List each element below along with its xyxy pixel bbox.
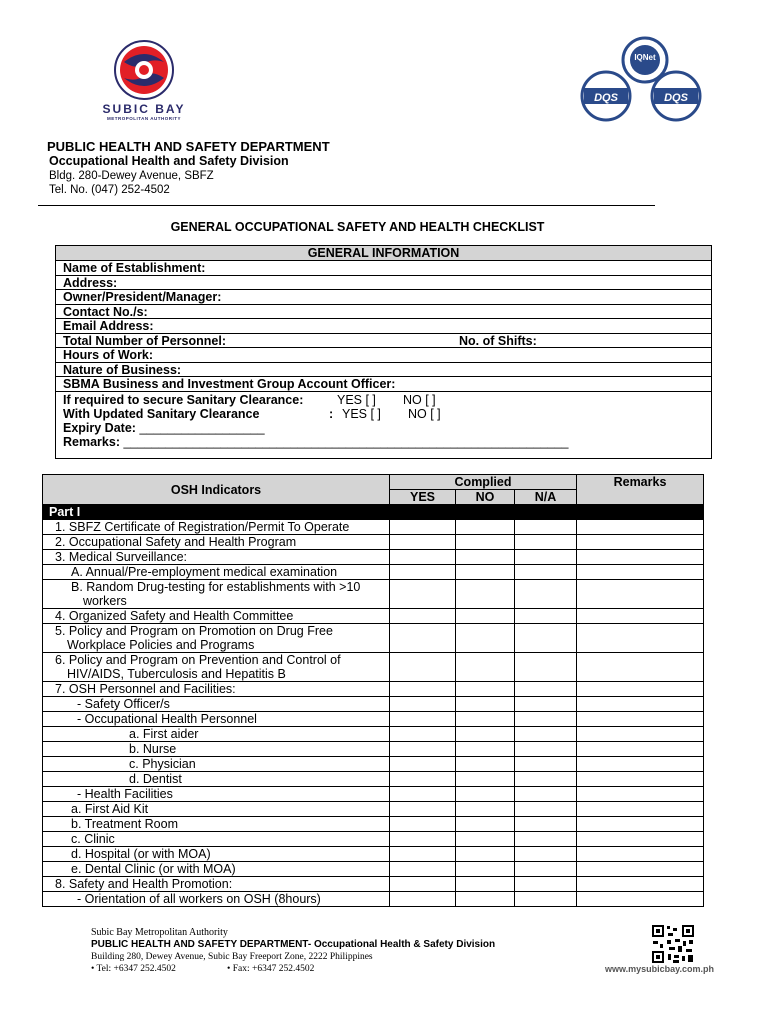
no-cell[interactable] — [456, 535, 515, 550]
indicator-cell — [43, 653, 390, 682]
remarks-cell[interactable] — [577, 682, 704, 697]
na-cell[interactable] — [515, 757, 577, 772]
letterhead — [47, 139, 447, 197]
expiry-label: Expiry Date: — [63, 420, 136, 435]
no-cell[interactable] — [456, 772, 515, 787]
indicator-cell — [43, 862, 390, 877]
division-name: Occupational Health and Safety Division — [49, 154, 289, 168]
footer-fax: • Fax: +6347 252.4502 — [227, 964, 315, 974]
header-osh-indicators: OSH Indicators — [43, 475, 390, 505]
indicator-cell — [43, 772, 390, 787]
indicator-cell — [43, 742, 390, 757]
field-email[interactable]: Email Address: — [56, 319, 711, 334]
na-cell[interactable] — [515, 520, 577, 535]
na-cell[interactable] — [515, 565, 577, 580]
na-cell[interactable] — [515, 787, 577, 802]
indicator-text: c. Physician — [129, 757, 196, 771]
sanitary-updated-yes[interactable]: YES [ ] — [342, 406, 381, 421]
general-information-box — [55, 245, 712, 459]
sanitary-updated-no[interactable]: NO [ ] — [408, 406, 441, 421]
indicator-text: - Orientation of all workers on OSH (8hours) — [77, 892, 321, 906]
no-cell[interactable] — [456, 817, 515, 832]
sanitary-block — [56, 392, 711, 449]
yes-cell[interactable] — [390, 757, 456, 772]
yes-cell[interactable] — [390, 682, 456, 697]
field-address[interactable]: Address: — [56, 276, 711, 291]
no-cell[interactable] — [456, 847, 515, 862]
remarks-cell[interactable] — [577, 847, 704, 862]
indicator-text: 6. Policy and Program on Prevention and Control of HIV/AIDS, Tuberculosis and Hepatitis B — [55, 653, 341, 681]
table-row — [43, 742, 704, 757]
sanitary-updated-colon: : — [329, 406, 334, 421]
table-row — [43, 697, 704, 712]
sanitary-required-no[interactable]: NO [ ] — [403, 392, 436, 407]
table-row — [43, 727, 704, 742]
indicator-cell — [43, 757, 390, 772]
indicator-text: e. Dental Clinic (or with MOA) — [71, 862, 236, 876]
yes-cell[interactable] — [390, 712, 456, 727]
indicator-cell — [43, 727, 390, 742]
yes-cell[interactable] — [390, 565, 456, 580]
remarks-cell[interactable] — [577, 580, 704, 609]
table-row — [43, 832, 704, 847]
no-cell[interactable] — [456, 742, 515, 757]
yes-cell[interactable] — [390, 580, 456, 609]
na-cell[interactable] — [515, 609, 577, 624]
osh-checklist-body — [43, 505, 704, 907]
no-cell[interactable] — [456, 682, 515, 697]
table-row — [43, 877, 704, 892]
page-footer — [91, 927, 611, 975]
na-cell[interactable] — [515, 712, 577, 727]
remarks-cell[interactable] — [577, 862, 704, 877]
na-cell[interactable] — [515, 535, 577, 550]
remarks-cell[interactable] — [577, 653, 704, 682]
certification-badges — [576, 36, 714, 122]
table-row — [43, 892, 704, 907]
dqs-badge-right: DQS — [664, 92, 688, 104]
indicator-text: d. Dentist — [129, 772, 182, 786]
footer-department: PUBLIC HEALTH AND SAFETY DEPARTMENT- Occupational Health & Safety Division — [91, 939, 496, 950]
remarks-cell[interactable] — [577, 832, 704, 847]
indicator-cell — [43, 550, 390, 565]
field-contact[interactable]: Contact No./s: — [56, 305, 711, 320]
remarks-cell[interactable] — [577, 609, 704, 624]
indicator-cell — [43, 817, 390, 832]
remarks-cell[interactable] — [577, 624, 704, 653]
yes-cell[interactable] — [390, 624, 456, 653]
na-cell[interactable] — [515, 682, 577, 697]
remarks-cell[interactable] — [577, 565, 704, 580]
header-divider — [38, 205, 655, 206]
table-row — [43, 862, 704, 877]
indicator-cell — [43, 802, 390, 817]
indicator-text: a. First aider — [129, 727, 199, 741]
no-cell[interactable] — [456, 624, 515, 653]
table-row — [43, 565, 704, 580]
table-row — [43, 847, 704, 862]
logo-name: SUBIC BAY — [102, 102, 186, 116]
no-cell[interactable] — [456, 727, 515, 742]
logo-subtitle: METROPOLITAN AUTHORITY — [107, 116, 181, 121]
indicator-text: 3. Medical Surveillance: — [55, 550, 188, 564]
remarks-cell[interactable] — [577, 802, 704, 817]
yes-cell[interactable] — [390, 832, 456, 847]
indicator-text: 4. Organized Safety and Health Committee — [55, 609, 294, 623]
dqs-badge-left: DQS — [594, 92, 618, 104]
sanitary-required-line — [63, 393, 711, 407]
no-cell[interactable] — [456, 892, 515, 907]
remarks-cell[interactable] — [577, 742, 704, 757]
yes-cell[interactable] — [390, 609, 456, 624]
yes-cell[interactable] — [390, 742, 456, 757]
table-row — [43, 653, 704, 682]
indicator-text: B. Random Drug-testing for establishments with >10 workers — [71, 580, 361, 608]
no-cell[interactable] — [456, 757, 515, 772]
expiry-blank: __________________ — [139, 420, 265, 435]
table-row — [43, 712, 704, 727]
indicator-cell — [43, 787, 390, 802]
indicator-cell — [43, 712, 390, 727]
indicator-text: A. Annual/Pre-employment medical examination — [71, 565, 338, 579]
indicator-cell — [43, 892, 390, 907]
remarks-cell[interactable] — [577, 712, 704, 727]
na-cell[interactable] — [515, 877, 577, 892]
yes-cell[interactable] — [390, 862, 456, 877]
remarks-cell[interactable] — [577, 520, 704, 535]
no-cell[interactable] — [456, 787, 515, 802]
na-cell[interactable] — [515, 550, 577, 565]
sbma-logo — [94, 38, 194, 124]
no-cell[interactable] — [456, 862, 515, 877]
na-cell[interactable] — [515, 727, 577, 742]
no-cell[interactable] — [456, 653, 515, 682]
indicator-cell — [43, 877, 390, 892]
yes-cell[interactable] — [390, 727, 456, 742]
na-cell[interactable] — [515, 580, 577, 609]
field-nature[interactable]: Nature of Business: — [56, 363, 711, 378]
indicator-text: b. Treatment Room — [71, 817, 178, 831]
na-cell[interactable] — [515, 847, 577, 862]
indicator-text: - Occupational Health Personnel — [77, 712, 257, 726]
na-cell[interactable] — [515, 697, 577, 712]
no-cell[interactable] — [456, 580, 515, 609]
indicator-cell — [43, 832, 390, 847]
table-row — [43, 802, 704, 817]
na-cell[interactable] — [515, 892, 577, 907]
na-cell[interactable] — [515, 653, 577, 682]
osh-checklist-table — [42, 474, 704, 907]
indicator-cell — [43, 565, 390, 580]
no-cell[interactable] — [456, 877, 515, 892]
table-row — [43, 772, 704, 787]
no-cell[interactable] — [456, 832, 515, 847]
header-remarks: Remarks — [577, 475, 704, 505]
remarks-cell[interactable] — [577, 787, 704, 802]
indicator-cell — [43, 682, 390, 697]
field-account-officer[interactable]: SBMA Business and Investment Group Account Officer: — [56, 377, 711, 392]
indicator-text: d. Hospital (or with MOA) — [71, 847, 211, 861]
table-row — [43, 535, 704, 550]
no-cell[interactable] — [456, 609, 515, 624]
table-row — [43, 682, 704, 697]
remarks-line[interactable] — [63, 435, 711, 449]
yes-cell[interactable] — [390, 520, 456, 535]
table-row — [43, 550, 704, 565]
iqnet-badge: IQNet — [634, 53, 656, 62]
department-tel: Tel. No. (047) 252-4502 — [49, 184, 170, 196]
remarks-blank: ________________________________________________________________ — [123, 434, 569, 449]
table-row — [43, 787, 704, 802]
iso-certification-icon — [576, 36, 714, 122]
expiry-line[interactable] — [63, 421, 711, 435]
indicator-cell — [43, 847, 390, 862]
no-cell[interactable] — [456, 802, 515, 817]
table-row — [43, 580, 704, 609]
remarks-cell[interactable] — [577, 535, 704, 550]
yes-cell[interactable] — [390, 817, 456, 832]
indicator-text: 8. Safety and Health Promotion: — [55, 877, 233, 891]
header-complied: Complied — [390, 475, 577, 490]
part-label: Part I — [43, 505, 704, 520]
indicator-text: 7. OSH Personnel and Facilities: — [55, 682, 236, 696]
indicator-text: 5. Policy and Program on Promotion on Drug Free Workplace Policies and Programs — [55, 624, 333, 652]
na-cell[interactable] — [515, 742, 577, 757]
footer-address: Building 280, Dewey Avenue, Subic Bay Freeport Zone, 2222 Philippines — [91, 952, 373, 962]
yes-cell[interactable] — [390, 847, 456, 862]
header-yes: YES — [390, 490, 456, 505]
remarks-cell[interactable] — [577, 757, 704, 772]
remarks-cell[interactable] — [577, 817, 704, 832]
remarks-cell[interactable] — [577, 772, 704, 787]
shifts-label: No. of Shifts: — [459, 333, 537, 348]
sanitary-updated-line — [63, 407, 711, 421]
remarks-label: Remarks: — [63, 434, 120, 449]
department-address: Bldg. 280-Dewey Avenue, SBFZ — [49, 170, 214, 182]
indicator-cell — [43, 609, 390, 624]
no-cell[interactable] — [456, 550, 515, 565]
personnel-label: Total Number of Personnel: — [63, 333, 226, 348]
yes-cell[interactable] — [390, 787, 456, 802]
field-personnel-row[interactable] — [56, 334, 711, 349]
indicator-text: c. Clinic — [71, 832, 115, 846]
field-owner[interactable]: Owner/President/Manager: — [56, 290, 711, 305]
yes-cell[interactable] — [390, 697, 456, 712]
no-cell[interactable] — [456, 712, 515, 727]
footer-org: Subic Bay Metropolitan Authority — [91, 927, 228, 938]
no-cell[interactable] — [456, 520, 515, 535]
indicator-cell — [43, 580, 390, 609]
yes-cell[interactable] — [390, 535, 456, 550]
header-no: NO — [456, 490, 515, 505]
na-cell[interactable] — [515, 862, 577, 877]
indicator-cell — [43, 520, 390, 535]
indicator-text: 2. Occupational Safety and Health Program — [55, 535, 297, 549]
na-cell[interactable] — [515, 832, 577, 847]
yes-cell[interactable] — [390, 550, 456, 565]
indicator-text: - Safety Officer/s — [77, 697, 170, 711]
na-cell[interactable] — [515, 802, 577, 817]
header-na: N/A — [515, 490, 577, 505]
yes-cell[interactable] — [390, 653, 456, 682]
remarks-cell[interactable] — [577, 697, 704, 712]
remarks-cell[interactable] — [577, 727, 704, 742]
yes-cell[interactable] — [390, 892, 456, 907]
table-row — [43, 520, 704, 535]
qr-code-icon — [651, 924, 695, 964]
sanitary-updated-label: With Updated Sanitary Clearance — [63, 406, 260, 421]
sanitary-required-yes[interactable]: YES [ ] — [337, 392, 376, 407]
no-cell[interactable] — [456, 565, 515, 580]
indicator-text: 1. SBFZ Certificate of Registration/Permit To Operate — [55, 520, 350, 534]
table-row — [43, 817, 704, 832]
no-cell[interactable] — [456, 697, 515, 712]
table-row — [43, 757, 704, 772]
field-establishment[interactable]: Name of Establishment: — [56, 261, 711, 276]
indicator-text: a. First Aid Kit — [71, 802, 149, 816]
indicator-cell — [43, 697, 390, 712]
indicator-cell — [43, 535, 390, 550]
footer-website[interactable]: www.mysubicbay.com.ph — [605, 964, 715, 974]
general-information-heading: GENERAL INFORMATION — [56, 246, 711, 261]
indicator-text: - Health Facilities — [77, 787, 173, 801]
na-cell[interactable] — [515, 772, 577, 787]
remarks-cell[interactable] — [577, 877, 704, 892]
document-title: GENERAL OCCUPATIONAL SAFETY AND HEALTH CHECKLIST — [170, 220, 545, 234]
indicator-text: b. Nurse — [129, 742, 177, 756]
remarks-cell[interactable] — [577, 550, 704, 565]
sanitary-required-label: If required to secure Sanitary Clearance: — [63, 392, 304, 407]
yes-cell[interactable] — [390, 877, 456, 892]
table-row — [43, 624, 704, 653]
field-hours[interactable]: Hours of Work: — [56, 348, 711, 363]
sbma-emblem-icon — [94, 38, 194, 102]
na-cell[interactable] — [515, 817, 577, 832]
na-cell[interactable] — [515, 624, 577, 653]
table-row — [43, 609, 704, 624]
yes-cell[interactable] — [390, 802, 456, 817]
footer-contacts — [91, 963, 611, 975]
footer-tel: • Tel: +6347 252.4502 — [91, 964, 176, 974]
department-name: PUBLIC HEALTH AND SAFETY DEPARTMENT — [47, 139, 330, 154]
indicator-cell — [43, 624, 390, 653]
remarks-cell[interactable] — [577, 892, 704, 907]
yes-cell[interactable] — [390, 772, 456, 787]
